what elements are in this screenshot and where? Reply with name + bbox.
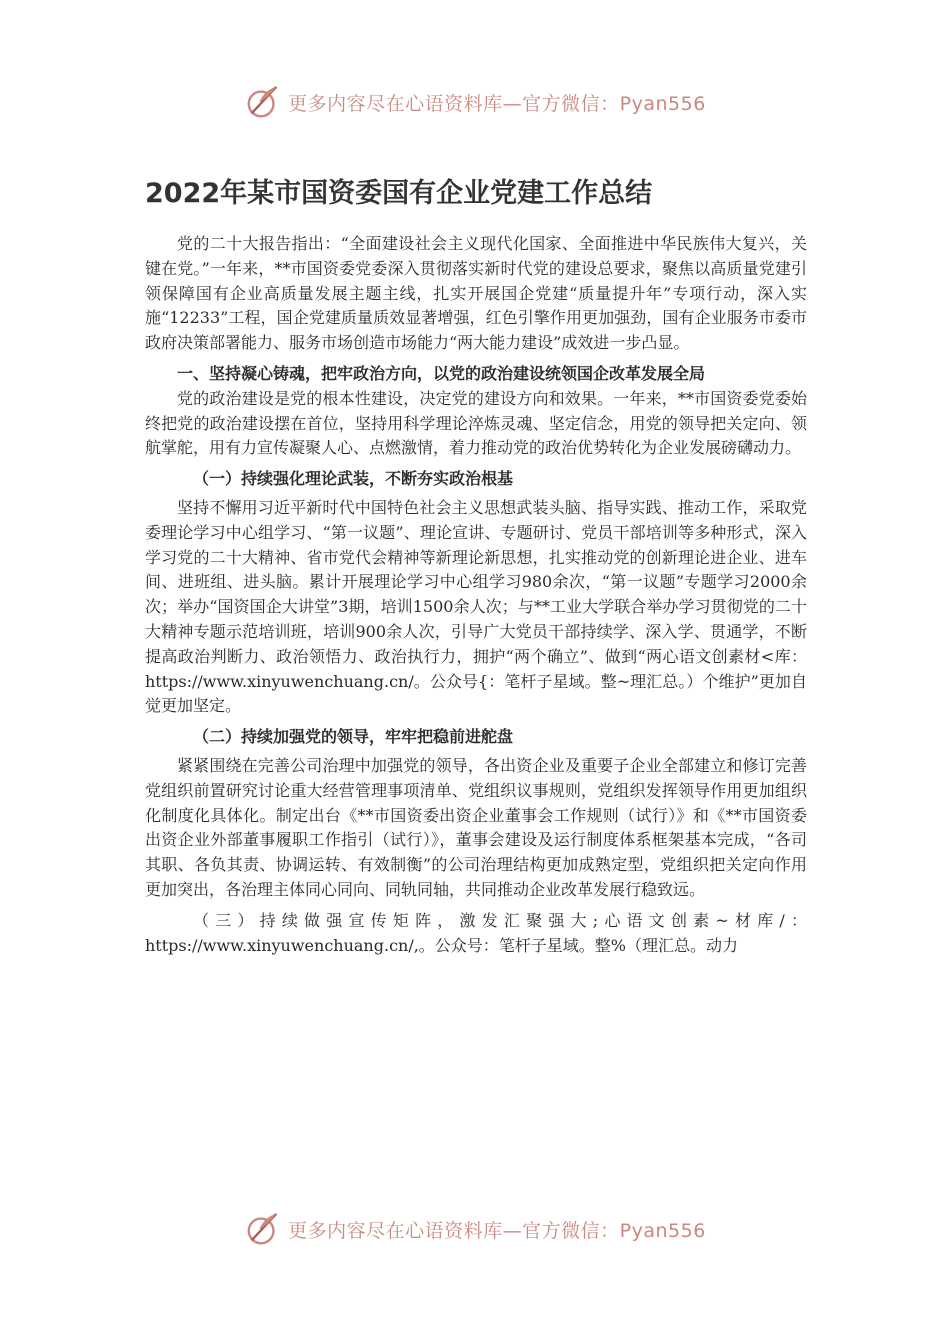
sub1-heading: （一）持续强化理论武装，不断夯实政治根基 [193, 469, 514, 489]
sub2-heading: （二）持续加强党的领导，牢牢把稳前进舵盘 [193, 727, 514, 747]
section1-paragraph: 党的政治建设是党的根本性建设，决定党的建设方向和效果。一年来，**市国资委党委始终把党的政治建设摆在首位，坚持用科学理论淬炼灵魂、坚定信念，用党的领导把关定向、领航掌舵，用有力宣传凝聚人心、点燃激情，着力推动党的政治优势转化为企业发展磅礴动力。 [145, 388, 807, 458]
feather-logo-icon [244, 1210, 282, 1248]
section1-heading: 一、坚持凝心铸魂，把牢政治方向，以党的政治建设统领国企改革发展全局 [177, 363, 706, 383]
sub3-heading: （三）持续做强宣传矩阵，激发汇聚强大;心语文创素~材库/：https://www.xinyuwenchuang.cn/,。公众号：笔杆子星域。整%（理汇总。动力 [145, 910, 807, 955]
document-title: 2022年某市国资委国有企业党建工作总结 [145, 178, 653, 209]
sub2-paragraph: 紧紧围绕在完善公司治理中加强党的领导，各出资企业及重要子企业全部建立和修订完善党组织前置研究讨论重大经营管理事项清单、党组织议事规则，党组织发挥领导作用更加组织化制度化具体化。制定出台《**市国资委出资企业董事会工作规则（试行）》和《**市国资委出资企业外部董事履职工作指引（试行）》，董事会建设及运行制度体系框架基本完成，“各司其职、各负其责、协调运转、有效制衡”的公司治理结构更加成熟定型，党组织把关定向作用更加突出，各治理主体同心同向、同轨同轴，共同推动企业改革发展行稳致远。 [145, 755, 807, 899]
header-watermark-banner [0, 82, 950, 122]
sub1-paragraph: 坚持不懈用习近平新时代中国特色社会主义思想武装头脑、指导实践、推动工作，采取党委理论学习中心组学习、“第一议题”、理论宣讲、专题研讨、党员干部培训等多种形式，深入学习党的二十大精神、省市党代会精神等新理论新思想，扎实推动党的创新理论进企业、进车间、进班组、进头脑。累计开展理论学习中心组学习980余次，“第一议题”专题学习2000余次；举办“国资国企大讲堂”3期，培训1500余人次；与**工业大学联合举办学习贯彻党的二十大精神专题示范培训班，培训900余人次，引导广大党员干部持续学、深入学、贯通学，不断提高政治判断力、政治领悟力、政治执行力，拥护“两个确立”、做到“两心语文创素材<库：https://www.xinyuwenchuang.cn/。公众号{：笔杆子星域。整~理汇总。）个维护”更加自觉更加坚定。 [145, 497, 807, 716]
footer-watermark-banner [0, 1209, 950, 1249]
document-body [145, 232, 807, 958]
intro-paragraph: 党的二十大报告指出：“全面建设社会主义现代化国家、全面推进中华民族伟大复兴，关键在党。”一年来，**市国资委党委深入贯彻落实新时代党的建设总要求，聚焦以高质量党建引领保障国有企业高质量发展主题主线，扎实开展国企党建“质量提升年”专项行动，深入实施“12233”工程，国企党建质量质效显著增强，红色引擎作用更加强劲，国有企业服务市委市政府决策部署能力、服务市场创造市场能力“两大能力建设”成效进一步凸显。 [145, 234, 807, 353]
footer-banner-text: 更多内容尽在心语资料库—官方微信：Pyan556 [288, 1219, 706, 1242]
feather-logo-icon [244, 83, 282, 121]
header-banner-text: 更多内容尽在心语资料库—官方微信：Pyan556 [288, 92, 706, 115]
